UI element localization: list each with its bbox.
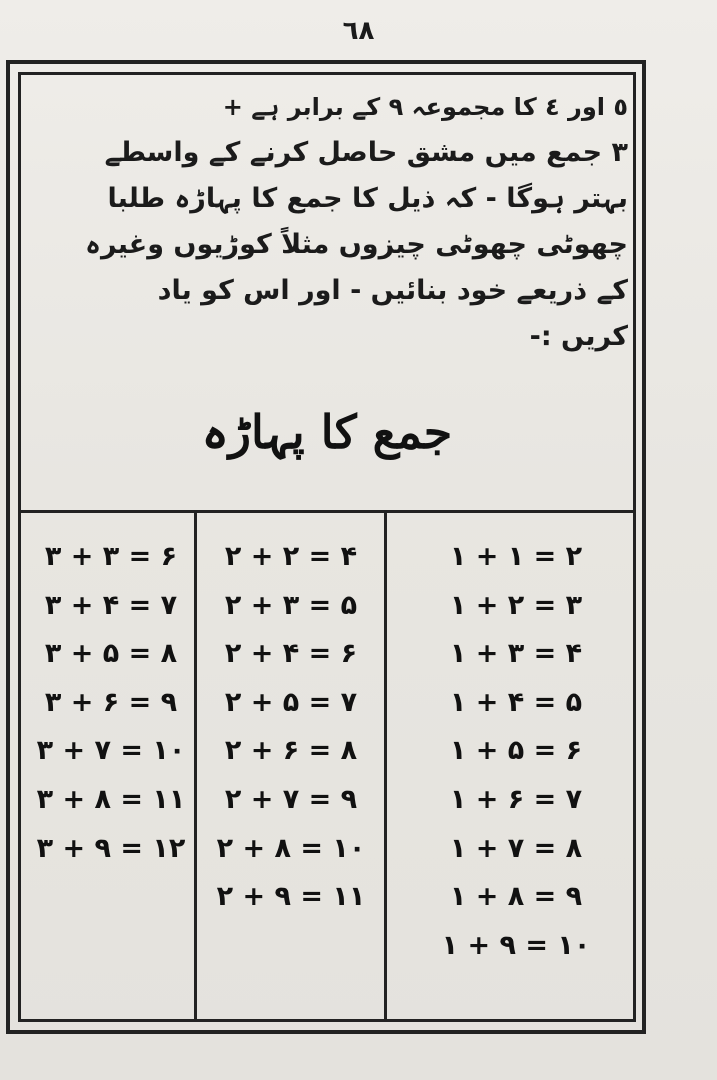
equation: ۱ + ۸ = ۹ [449,881,583,913]
table-column-right [416,533,616,970]
equation: ۲ + ۶ = ۸ [224,735,358,767]
paragraph-line: ٣ جمع میں مشق حاصل کرنے کے واسطے [104,137,628,168]
equation: ۱ + ۲ = ۳ [449,589,583,621]
equation: ۲ + ۴ = ۶ [224,638,358,670]
equation: ۱ + ۱ = ۲ [449,541,583,572]
addition-table [18,510,636,1022]
paragraph-line: ٥ اور ٤ کا مجموعہ ٩ کے برابر ہے + [222,93,628,121]
paragraph [36,84,628,360]
equation: ۳ + ۳ = ۶ [44,541,178,572]
table-column-left [22,533,200,873]
equation: ۲ + ۹ = ۱۱ [216,881,366,913]
equation: ۳ + ۷ = ۱۰ [36,735,186,767]
equation: ۲ + ۷ = ۹ [224,783,358,815]
equation: ۳ + ۶ = ۹ [44,686,178,718]
column-divider [384,513,387,1022]
equation: ۲ + ۸ = ۱۰ [216,832,366,864]
equation: ۱ + ۴ = ۵ [449,686,583,718]
equation: ۱ + ۳ = ۴ [449,638,583,670]
equation: ۲ + ۳ = ۵ [224,589,358,621]
paragraph-line: کے ذریعے خود بنائیں - اور اس کو یاد [157,275,628,306]
equation: ۲ + ۵ = ۷ [224,686,358,718]
equation: ۱ + ۹ = ۱۰ [441,929,591,961]
paragraph-line: چھوٹی چھوٹی چیزوں مثلاً کوڑیوں وغیرہ [85,229,628,260]
equation: ۳ + ۵ = ۸ [44,638,178,670]
equation: ۱ + ۷ = ۸ [449,832,583,864]
equation: ۱ + ۶ = ۷ [449,783,583,815]
paragraph-line: کریں :- [529,321,628,352]
equation: ۱ + ۵ = ۶ [449,735,583,767]
equation: ۳ + ۸ = ۱۱ [36,783,186,815]
table-heading: جمع کا پہاڑہ [201,405,453,459]
equation: ۲ + ۲ = ۴ [224,541,358,572]
page-number: ٦٨ [342,16,375,46]
paragraph-line: بہتر ہوگا - کہ ذیل کا جمع کا پہاڑہ طلبا [107,183,628,214]
equation: ۳ + ۹ = ۱۲ [36,832,186,864]
table-column-middle [202,533,380,922]
equation: ۳ + ۴ = ۷ [44,589,178,621]
